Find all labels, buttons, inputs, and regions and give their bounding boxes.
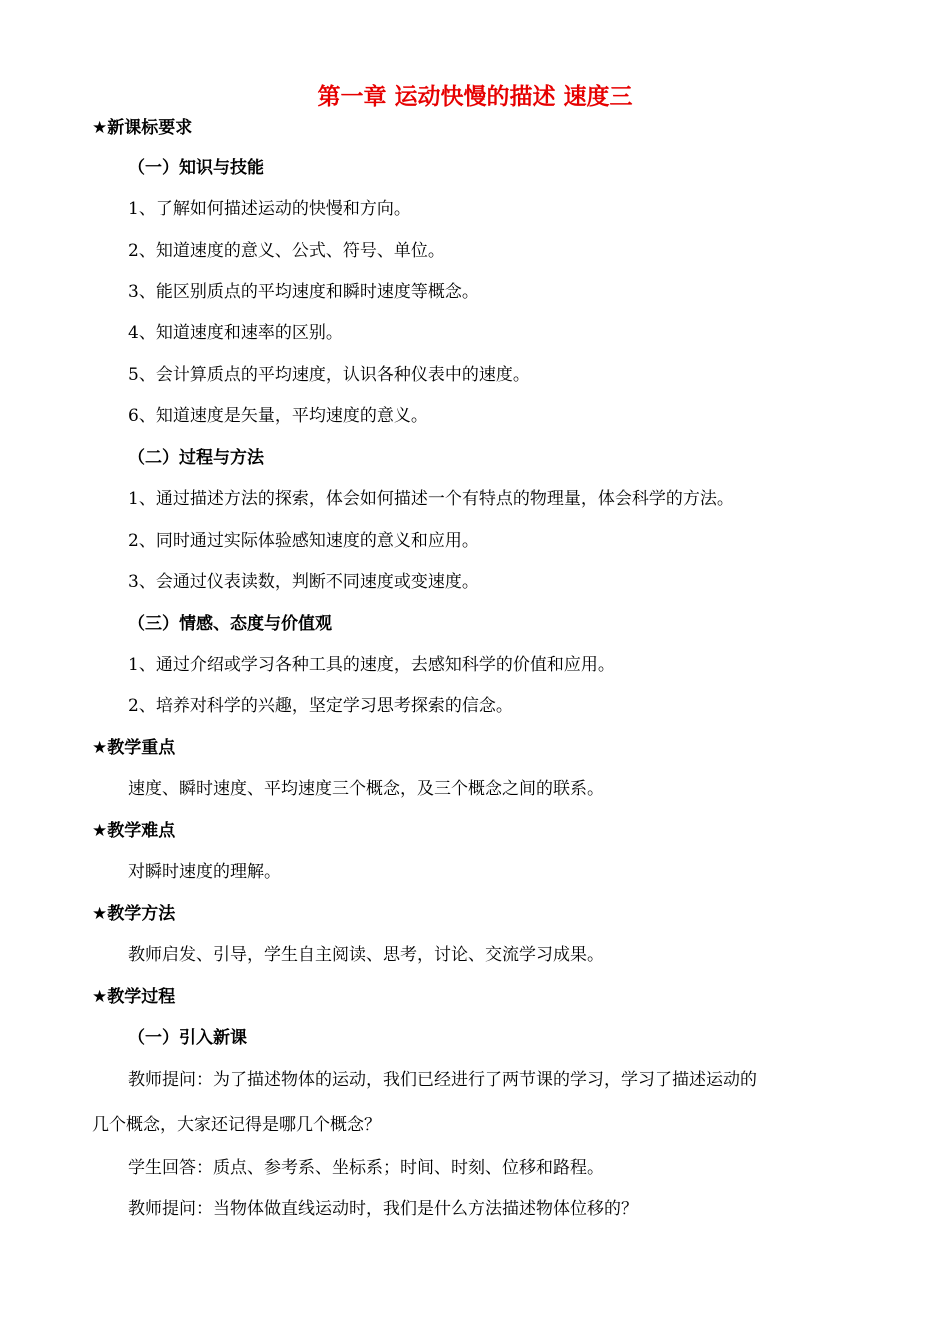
list-item: 1、通过介绍或学习各种工具的速度，去感知科学的价值和应用。 xyxy=(128,655,615,675)
paragraph: 教师提问：为了描述物体的运动，我们已经进行了两节课的学习，学习了描述运动的 xyxy=(128,1070,757,1090)
list-item: 2、知道速度的意义、公式、符号、单位。 xyxy=(128,241,445,261)
paragraph: 教师提问：当物体做直线运动时，我们是什么方法描述物体位移的？ xyxy=(128,1199,638,1219)
paragraph: 教师启发、引导，学生自主阅读、思考，讨论、交流学习成果。 xyxy=(128,945,604,965)
section-heading-difficulties: ★教学难点 xyxy=(92,821,176,841)
paragraph: 学生回答：质点、参考系、坐标系；时间、时刻、位移和路程。 xyxy=(128,1158,604,1178)
section-heading-methods: ★教学方法 xyxy=(92,904,176,924)
list-item: 2、培养对科学的兴趣，坚定学习思考探索的信念。 xyxy=(128,696,513,716)
subheading-values: （三）情感、态度与价值观 xyxy=(128,614,332,634)
section-heading-process: ★教学过程 xyxy=(92,987,176,1007)
paragraph: 对瞬时速度的理解。 xyxy=(128,862,281,882)
paragraph: 速度、瞬时速度、平均速度三个概念，及三个概念之间的联系。 xyxy=(128,779,604,799)
subheading-intro: （一）引入新课 xyxy=(128,1028,247,1048)
list-item: 4、知道速度和速率的区别。 xyxy=(128,323,343,343)
list-item: 3、能区别质点的平均速度和瞬时速度等概念。 xyxy=(128,282,479,302)
list-item: 1、了解如何描述运动的快慢和方向。 xyxy=(128,199,411,219)
list-item: 3、会通过仪表读数，判断不同速度或变速度。 xyxy=(128,572,479,592)
list-item: 2、同时通过实际体验感知速度的意义和应用。 xyxy=(128,531,479,551)
subheading-process-method: （二）过程与方法 xyxy=(128,448,264,468)
section-heading-key-points: ★教学重点 xyxy=(92,738,176,758)
subheading-knowledge-skills: （一）知识与技能 xyxy=(128,158,264,178)
section-heading-curriculum: ★新课标要求 xyxy=(92,118,193,138)
page-title: 第一章 运动快慢的描述 速度三 xyxy=(317,84,633,110)
list-item: 1、通过描述方法的探索，体会如何描述一个有特点的物理量，体会科学的方法。 xyxy=(128,489,734,509)
list-item: 5、会计算质点的平均速度，认识各种仪表中的速度。 xyxy=(128,365,530,385)
list-item: 6、知道速度是矢量，平均速度的意义。 xyxy=(128,406,428,426)
paragraph-continuation: 几个概念，大家还记得是哪几个概念？ xyxy=(92,1115,381,1135)
